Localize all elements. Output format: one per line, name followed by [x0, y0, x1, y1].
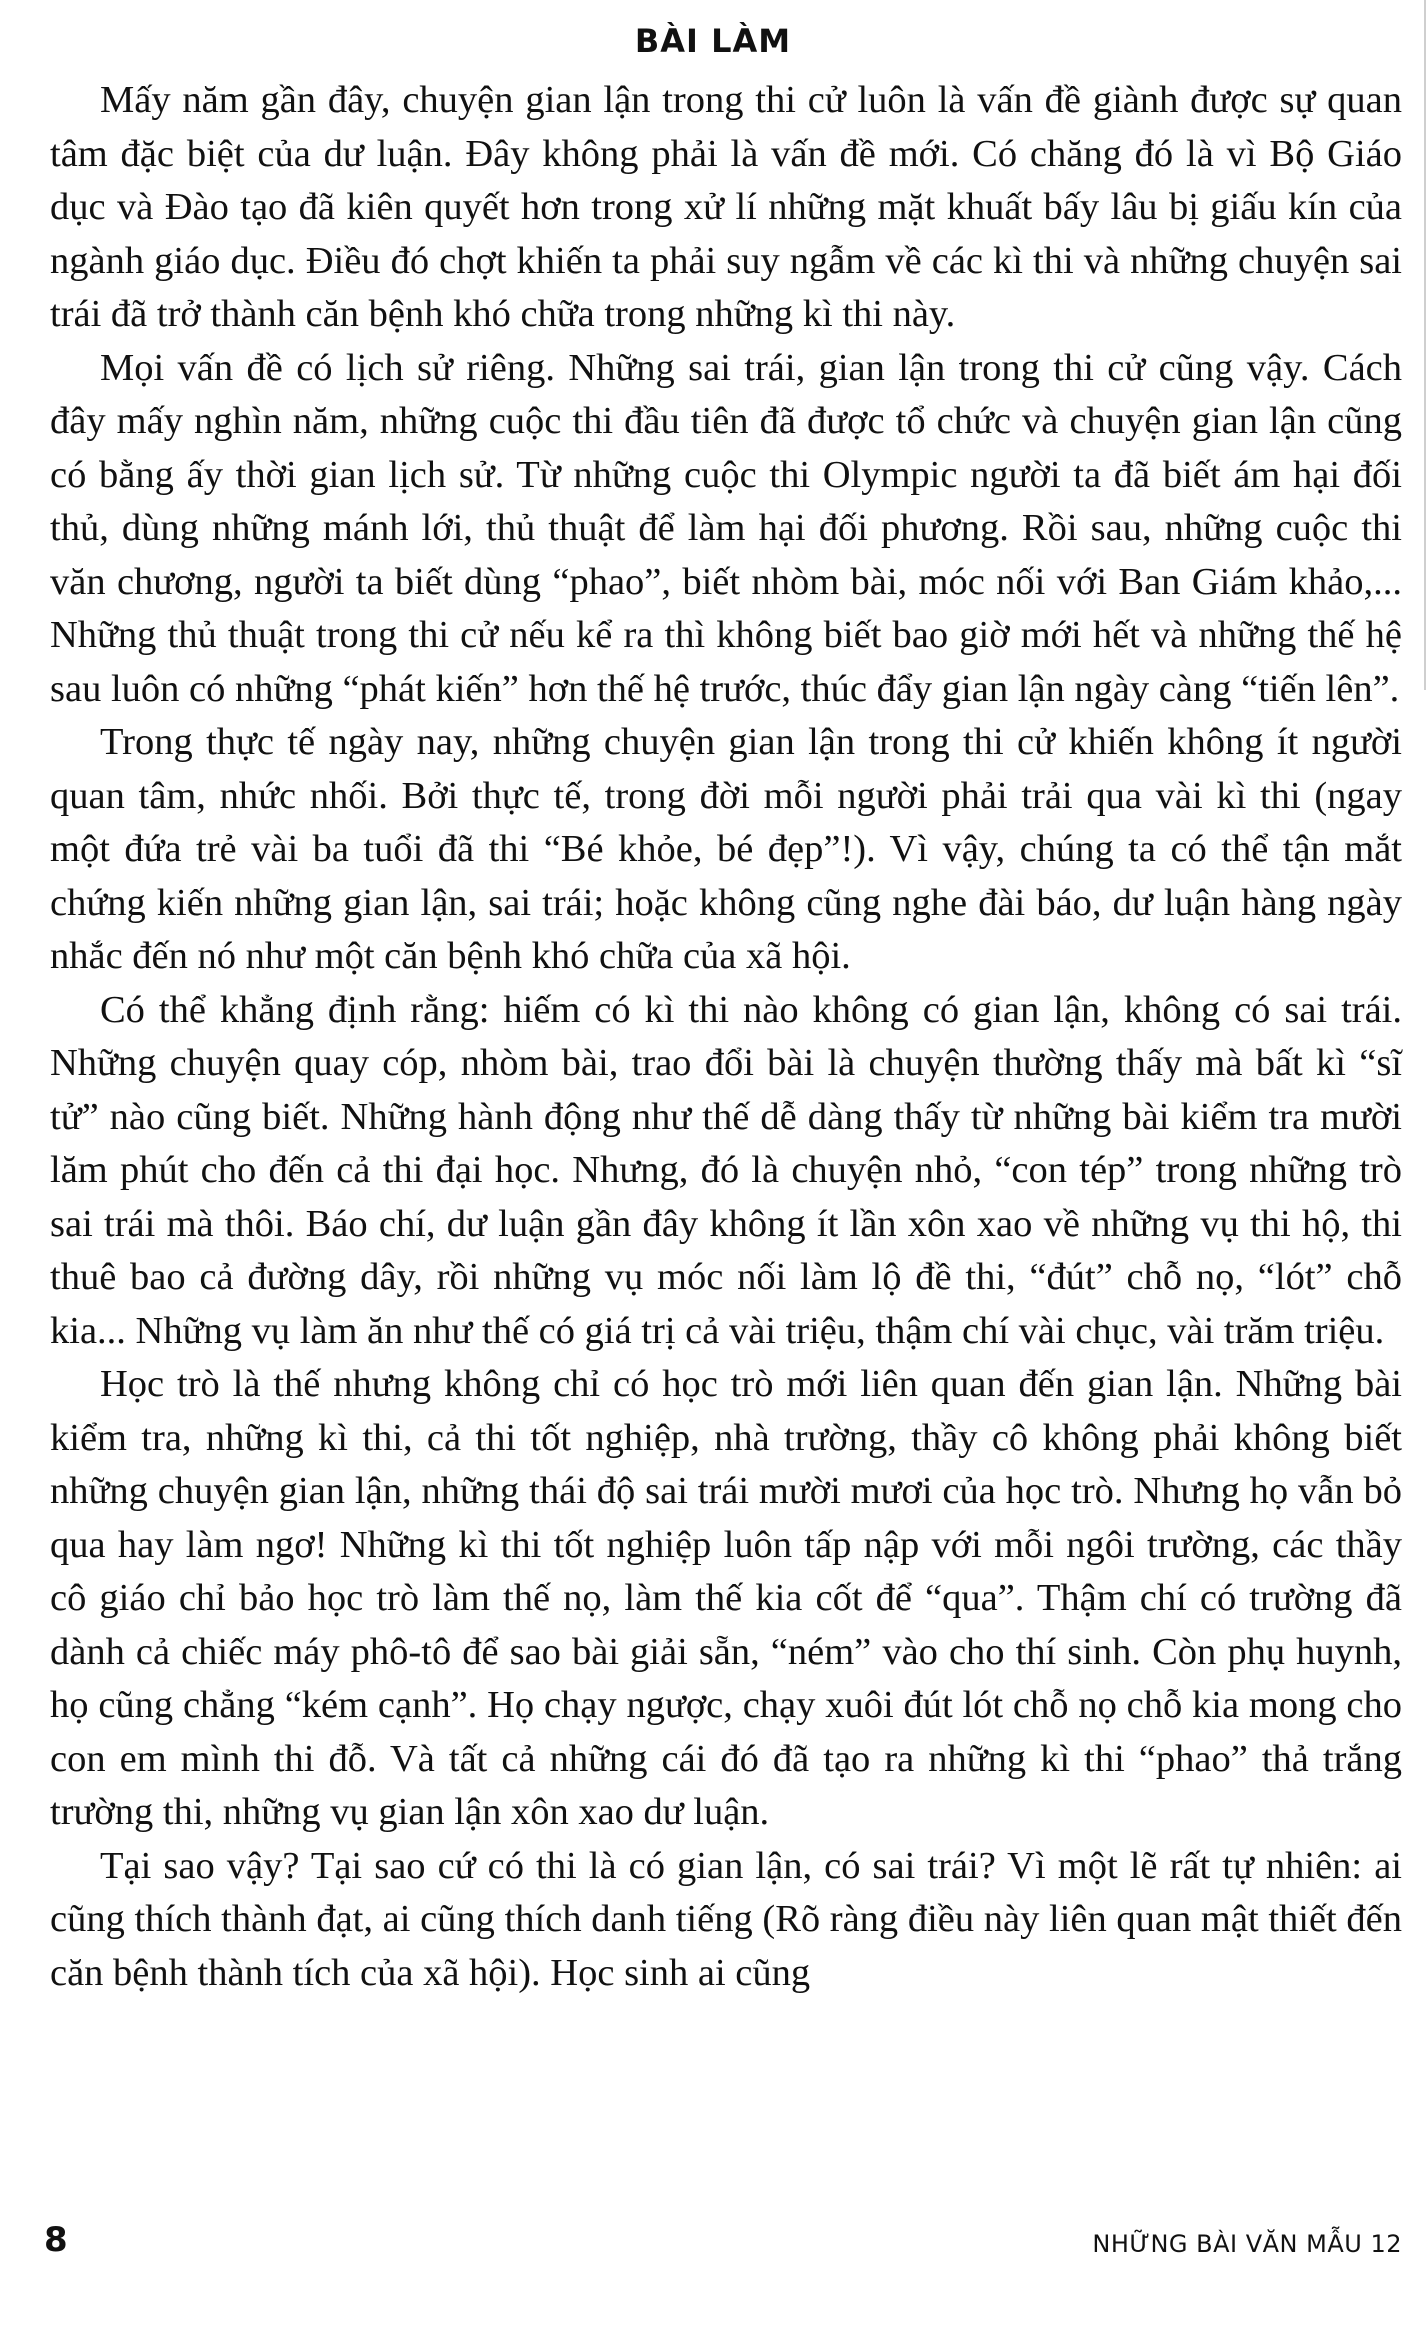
page-title: BÀI LÀM: [634, 22, 792, 60]
page-number: 8: [44, 2220, 68, 2260]
paragraph: Có thể khẳng định rằng: hiếm có kì thi nào không có gian lận, không có sai trái. Những chuyện quay cóp, nhòm bài, trao đổi bài là chuyện thường thấy mà bất kì “sĩ tử” nào cũng biết. Những hành động như thế dễ dàng thấy từ những bài kiểm tra mười lăm phút cho đến cả thi đại học. Nhưng, đó là chuyện nhỏ, “con tép” trong những trò sai trái mà thôi. Báo chí, dư luận gần đây không ít lần xôn xao về những vụ thi hộ, thi thuê bao cả đường dây, rồi những vụ móc nối làm lộ đề thi, “đút” chỗ nọ, “lót” chỗ kia... Những vụ làm ăn như thế có giá trị cả vài triệu, thậm chí vài chục, vài trăm triệu.: [50, 988, 1402, 1352]
paragraph: Mọi vấn đề có lịch sử riêng. Những sai trái, gian lận trong thi cử cũng vậy. Cách đây mấy nghìn năm, những cuộc thi đầu tiên đã được tổ chức và chuyện gian lận cũng có bằng ấy thời gian lịch sử. Từ những cuộc thi Olympic người ta đã biết ám hại đối thủ, dùng những mánh lới, thủ thuật để làm hại đối phương. Rồi sau, những cuộc thi văn chương, người ta biết dùng “phao”, biết nhòm bài, móc nối với Ban Giám khảo,... Những thủ thuật trong thi cử nếu kể ra thì không biết bao giờ mới hết và những thế hệ sau luôn có những “phát kiến” hơn thế hệ trước, thúc đẩy gian lận ngày càng “tiến lên”.: [50, 346, 1402, 710]
essay-body: [50, 74, 1402, 2000]
paragraph: Tại sao vậy? Tại sao cứ có thi là có gian lận, có sai trái? Vì một lẽ rất tự nhiên: ai cũng thích thành đạt, ai cũng thích danh tiếng (Rõ ràng điều này liên quan mật thiết đến căn bệnh thành tích của xã hội). Học sinh ai cũng: [50, 1844, 1402, 1994]
paragraph: Mấy năm gần đây, chuyện gian lận trong thi cử luôn là vấn đề giành được sự quan tâm đặc biệt của dư luận. Đây không phải là vấn đề mới. Có chăng đó là vì Bộ Giáo dục và Đào tạo đã kiên quyết hơn trong xử lí những mặt khuất bấy lâu bị giấu kín của ngành giáo dục. Điều đó chợt khiến ta phải suy ngẫm về các kì thi và những chuyện sai trái đã trở thành căn bệnh khó chữa trong những kì thi này.: [50, 79, 1402, 335]
paragraph: Trong thực tế ngày nay, những chuyện gian lận trong thi cử khiến không ít người quan tâm, nhức nhối. Bởi thực tế, trong đời mỗi người phải trải qua vài kì thi (ngay một đứa trẻ vài ba tuổi đã thi “Bé khỏe, bé đẹp”!). Vì vậy, chúng ta có thể tận mắt chứng kiến những gian lận, sai trái; hoặc không cũng nghe đài báo, dư luận hàng ngày nhắc đến nó như một căn bệnh khó chữa của xã hội.: [50, 721, 1402, 977]
paragraph: Học trò là thế nhưng không chỉ có học trò mới liên quan đến gian lận. Những bài kiểm tra, những kì thi, cả thi tốt nghiệp, nhà trường, thầy cô không phải không biết những chuyện gian lận, những thái độ sai trái mười mươi của học trò. Nhưng họ vẫn bỏ qua hay làm ngơ! Những kì thi tốt nghiệp luôn tấp nập với mỗi ngôi trường, các thầy cô giáo chỉ bảo học trò làm thế nọ, làm thế kia cốt để “qua”. Thậm chí có trường đã dành cả chiếc máy phô-tô để sao bài giải sẵn, “ném” vào cho thí sinh. Còn phụ huynh, họ cũng chẳng “kém cạnh”. Họ chạy ngược, chạy xuôi đút lót chỗ nọ chỗ kia mong cho con em mình thi đỗ. Và tất cả những cái đó đã tạo ra những kì thi “phao” thả trắng trường thi, những vụ gian lận xôn xao dư luận.: [50, 1363, 1402, 1833]
book-title-footer: NHỮNG BÀI VĂN MẪU 12: [1092, 2230, 1402, 2258]
